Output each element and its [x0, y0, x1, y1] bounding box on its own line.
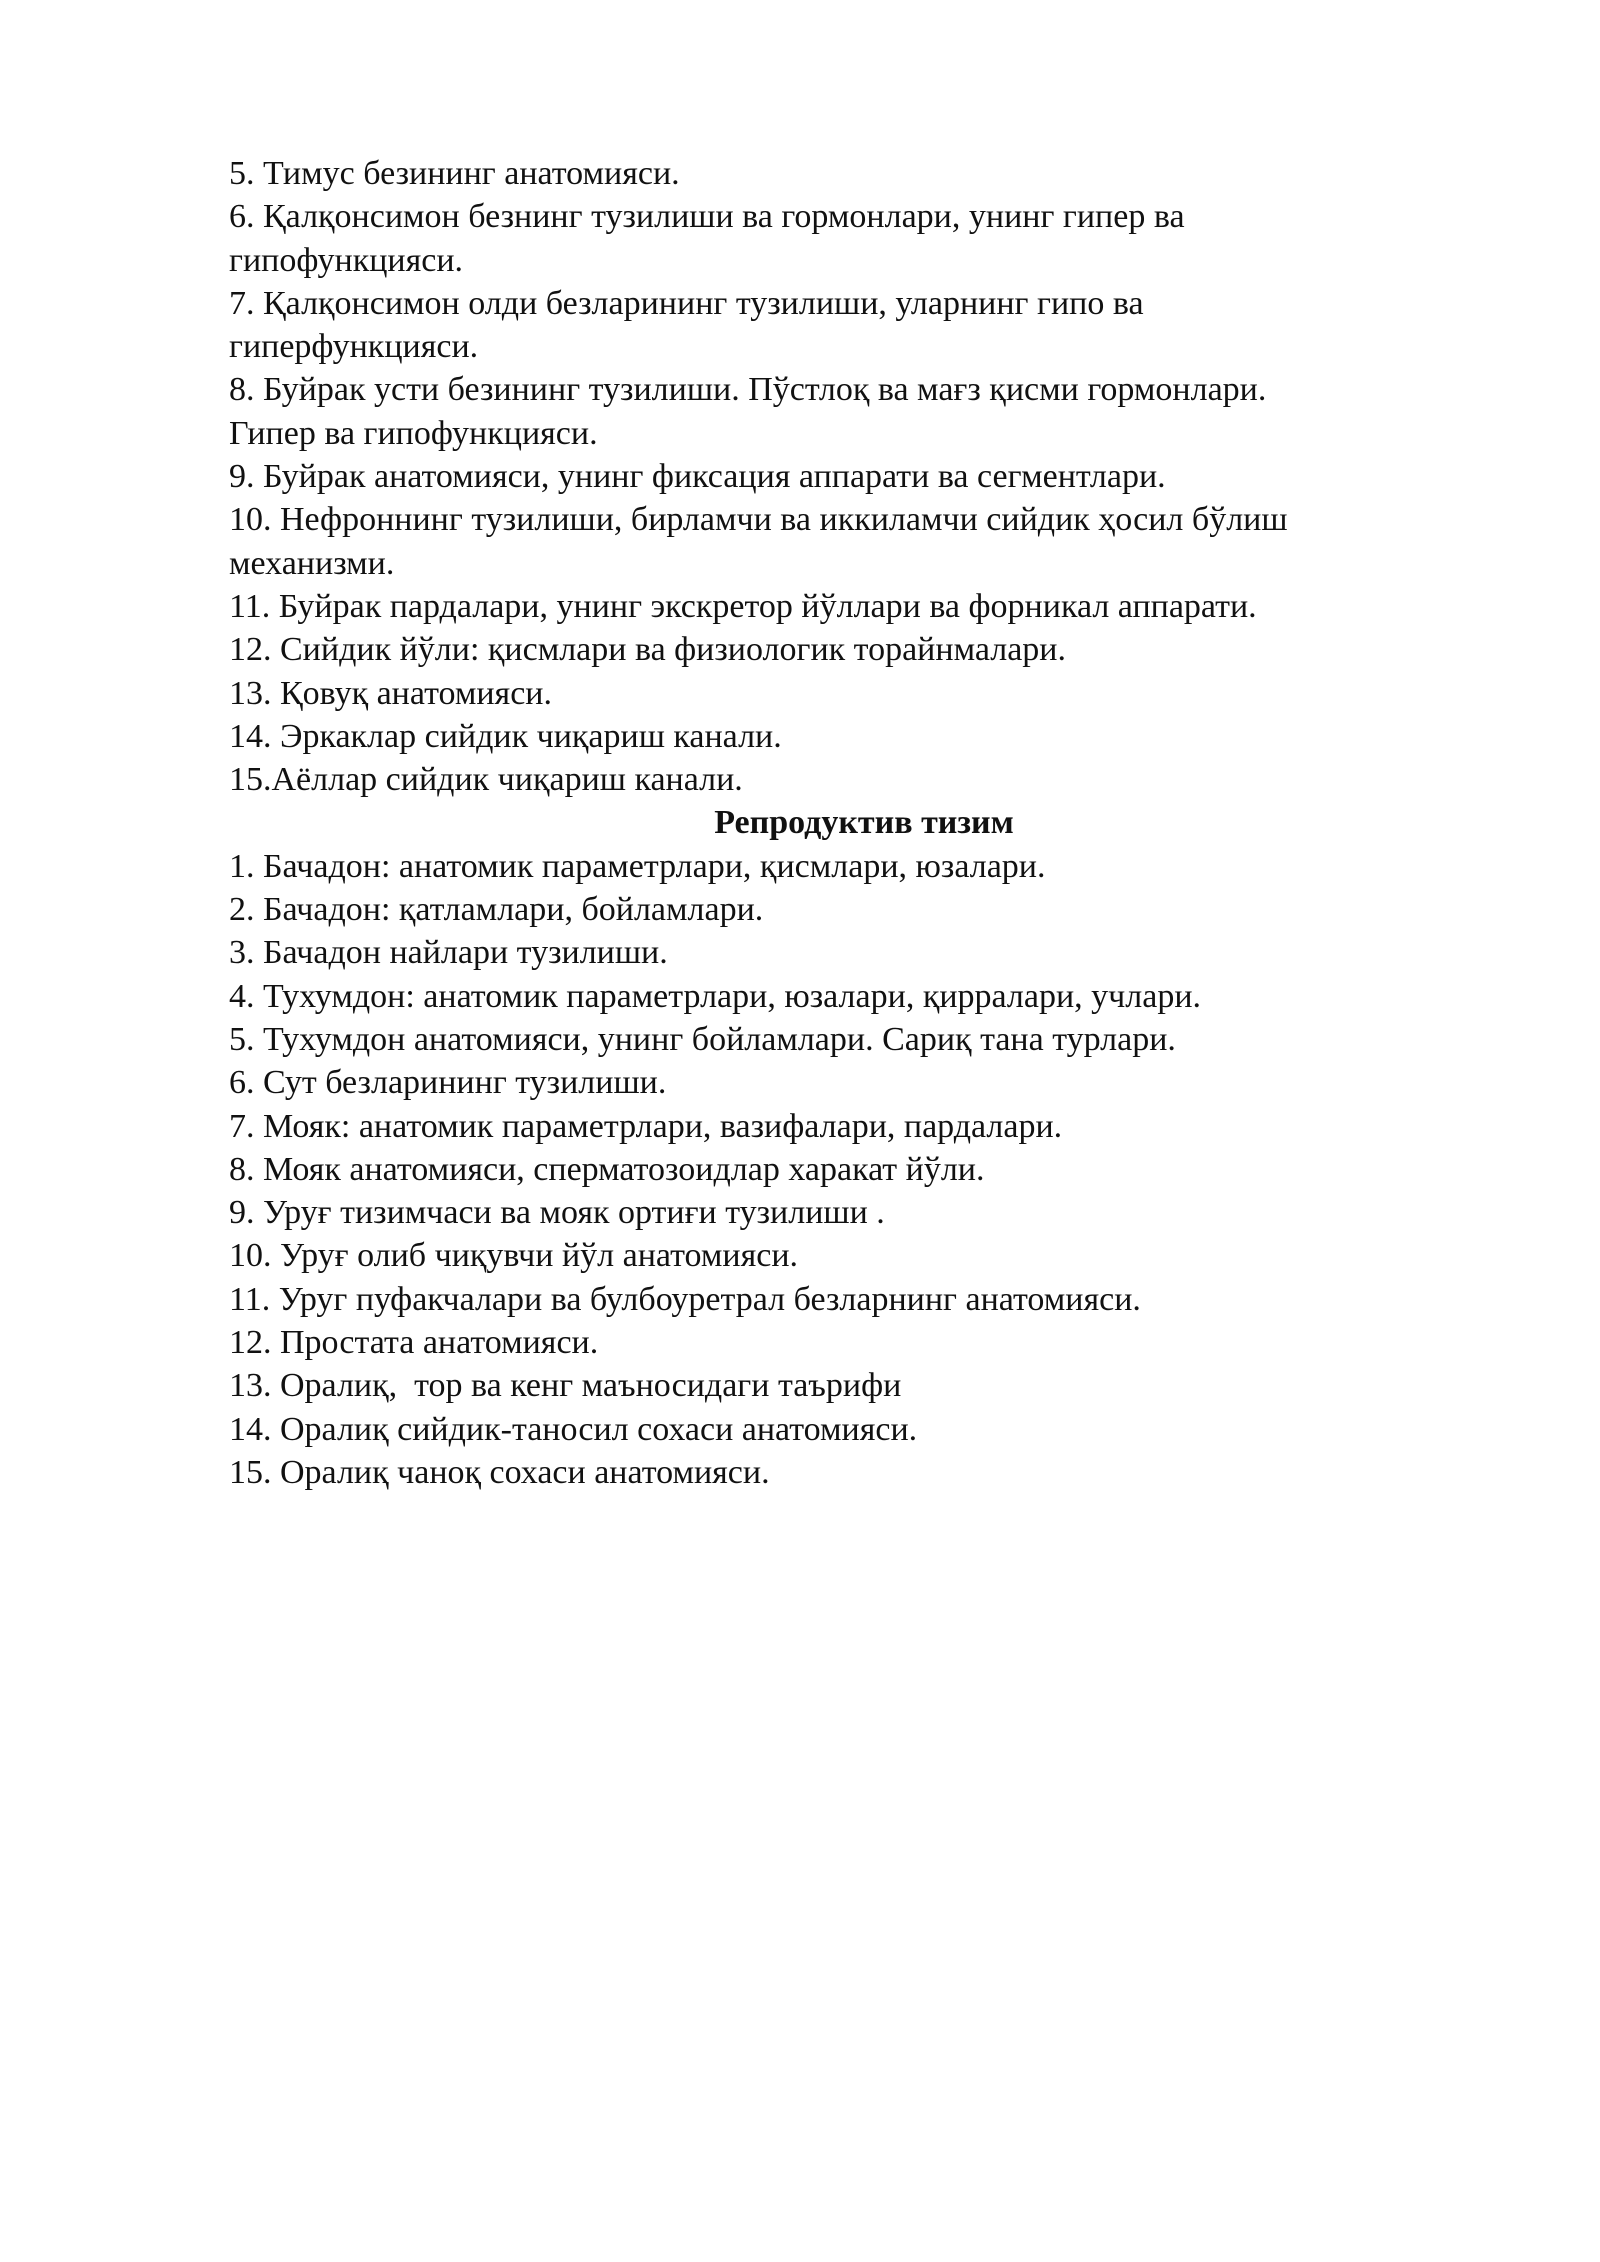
list-item: 8. Мояк анатомияси, сперматозоидлар харакат йўли. — [229, 1150, 985, 1188]
list-item: 12. Простата анатомияси. — [229, 1324, 599, 1362]
list-item: 2. Бачадон: қатламлари, бойламлари. — [229, 891, 764, 929]
list-item: 3. Бачадон найлари тузилиши. — [229, 934, 668, 972]
list-item: 13. Қовуқ анатомияси. — [229, 674, 552, 712]
list-item: 9. Буйрак анатомияси, унинг фиксация аппарати ва сегментлари. — [229, 458, 1166, 496]
urinary-topics-list — [229, 152, 1419, 801]
list-item: 9. Уруғ тизимчаси ва мояк ортиғи тузилиши . — [229, 1194, 885, 1232]
list-item: 12. Сийдик йўли: қисмлари ва физиологик торайнмалари. — [229, 631, 1067, 669]
list-item: 14. Оралиқ сийдик-таносил сохаси анатомияси. — [229, 1410, 918, 1448]
list-item: 10. Уруғ олиб чиқувчи йўл анатомияси. — [229, 1237, 799, 1275]
list-item: 4. Тухумдон: анатомик параметрлари, юзалари, қирралари, учлари. — [229, 977, 1202, 1015]
list-item: 7. Мояк: анатомик параметрлари, вазифалари, пардалари. — [229, 1107, 1063, 1145]
list-item: 13. Оралиқ, тор ва кенг маъносидаги таърифи — [229, 1367, 902, 1405]
list-item: 14. Эркаклар сийдик чиқариш канали. — [229, 717, 782, 755]
reproductive-topics-list — [229, 845, 1419, 1494]
list-item: гиперфункцияси. — [229, 328, 479, 366]
list-item: 6. Қалқонсимон безнинг тузилиши ва гормонлари, унинг гипер ва — [229, 198, 1185, 236]
list-item: 15. Оралиқ чаноқ сохаси анатомияси. — [229, 1453, 770, 1491]
list-item: механизми. — [229, 544, 395, 582]
list-item: 10. Нефроннинг тузилиши, бирламчи ва иккиламчи сийдик ҳосил бўлиш — [229, 501, 1288, 539]
list-item: 11. Уруг пуфакчалари ва булбоуретрал безларнинг анатомияси. — [229, 1280, 1141, 1318]
list-item: 1. Бачадон: анатомик параметрлари, қисмлари, юзалари. — [229, 847, 1046, 885]
list-item: гипофункцияси. — [229, 241, 464, 279]
list-item: 5. Тухумдон анатомияси, унинг бойламлари. Сариқ тана турлари. — [229, 1020, 1176, 1058]
list-item: Гипер ва гипофункцияси. — [229, 414, 598, 452]
list-item: 6. Сут безларининг тузилиши. — [229, 1064, 667, 1102]
list-item: 11. Буйрак пардалари, унинг экскретор йўллари ва форникал аппарати. — [229, 587, 1257, 625]
list-item: 15.Аёллар сийдик чиқариш канали. — [229, 761, 743, 799]
list-item: 8. Буйрак усти безининг тузилиши. Пўстлоқ ва мағз қисми гормонлари. — [229, 371, 1267, 409]
list-item: 7. Қалқонсимон олди безларининг тузилиши, уларнинг гипо ва — [229, 284, 1144, 322]
document-page — [229, 152, 1419, 1494]
list-item: 5. Тимус безининг анатомияси. — [229, 155, 680, 192]
section-heading: Репродуктив тизим — [714, 804, 1014, 842]
